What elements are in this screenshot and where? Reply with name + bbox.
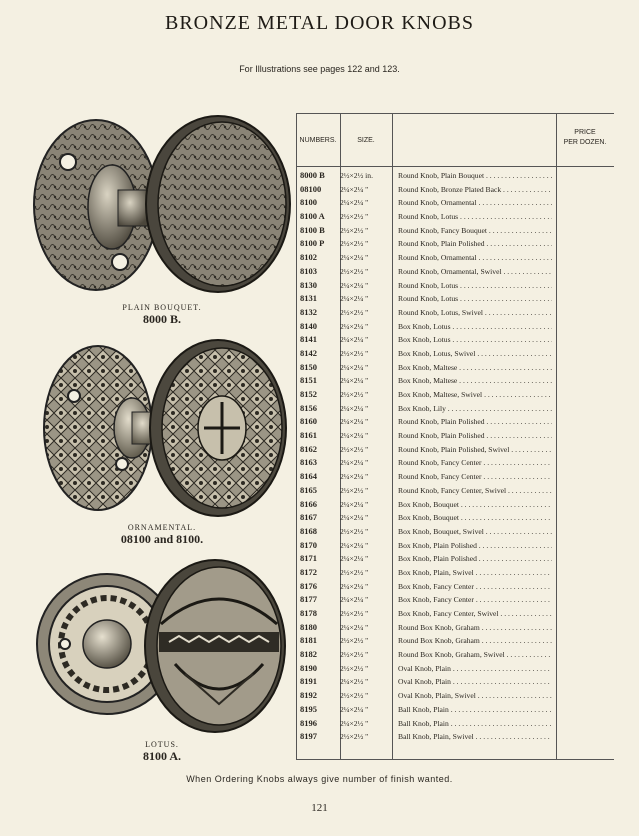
page-title: BRONZE METAL DOOR KNOBS (165, 12, 474, 34)
description-cell: Box Knob, Fancy Center . . . (398, 593, 552, 607)
description-cell: Round Knob, Lotus . . . (398, 279, 552, 293)
table-row (296, 648, 614, 662)
table-row (296, 361, 614, 375)
item-number-cell: 8152 (300, 389, 317, 399)
table-row (296, 552, 614, 566)
item-number-cell: 8180 (300, 621, 317, 632)
table-row (296, 265, 614, 279)
size-cell: 2½×2½ in. (340, 171, 373, 180)
table-row (296, 402, 614, 416)
table-row (296, 374, 614, 388)
description-cell: Round Box Knob, Graham . . . (398, 621, 552, 635)
description-cell: Box Knob, Plain Polished . . . (398, 552, 552, 566)
description-cell: Round Knob, Fancy Center . . . (398, 470, 552, 484)
size-cell: 2¼×2½ " (340, 718, 369, 728)
table-row (296, 224, 614, 238)
size-cell: 2½×2½ " (340, 390, 369, 399)
table-row (296, 210, 614, 224)
item-number-cell: 8162 (300, 443, 317, 454)
item-number-cell: 8172 (300, 566, 317, 577)
description-cell: Ball Knob, Plain . . . (398, 703, 552, 717)
size-cell: 2½×2½ " (340, 691, 369, 701)
table-row (296, 443, 614, 457)
size-cell: 2½×2½ " (340, 307, 369, 317)
item-number-cell: 8000 B (300, 170, 325, 180)
column-header-numbers: NUMBERS. (299, 137, 337, 144)
table-row (296, 675, 614, 689)
description-cell: Round Knob, Fancy Center . . . (398, 456, 552, 470)
size-cell: 2½×2½ " (340, 225, 369, 235)
table-row (296, 183, 614, 197)
description-cell: Round Knob, Fancy Center, Swivel . . . (398, 484, 552, 498)
description-cell: Round Knob, Plain Polished . . . (398, 237, 552, 251)
size-cell: 2½×2½ " (340, 444, 369, 454)
description-cell: Box Knob, Bouquet . . . (398, 511, 552, 525)
item-number-cell: 8164 (300, 471, 317, 482)
item-number-cell: 8190 (300, 662, 317, 673)
description-cell: Round Knob, Fancy Bouquet . . . (398, 224, 552, 238)
size-cell: 2¼×2¼ " (340, 554, 369, 564)
caption-label: LOTUS. (145, 740, 179, 749)
table-row (296, 306, 614, 320)
size-cell: 2¼×2¼ " (340, 704, 369, 714)
item-number-cell: 8141 (300, 334, 317, 345)
size-cell: 2¼×2¼ " (340, 472, 369, 482)
item-number-cell: 8151 (300, 375, 317, 386)
table-row (296, 292, 614, 306)
description-cell: Box Knob, Lily . . . (398, 402, 552, 416)
size-cell: 2¼×2¼ " (340, 540, 369, 550)
description-cell: Box Knob, Maltese . . . (398, 374, 552, 388)
column-header-price (556, 128, 614, 148)
item-number-cell: 8100 B (300, 224, 325, 235)
table-row (296, 634, 614, 648)
item-number-cell: 8161 (300, 430, 317, 441)
description-cell: Ball Knob, Plain . . . (398, 717, 552, 731)
size-cell: 2¼×2¼ " (340, 321, 369, 331)
table-row (296, 169, 614, 183)
item-number-cell: 8165 (300, 484, 317, 495)
size-cell: 2½×2½ " (340, 732, 369, 742)
figure-caption-plain-bouquet (62, 303, 262, 327)
caption-number: 8100 A. (142, 749, 181, 763)
item-number-cell: 08100 (300, 183, 322, 194)
description-cell: Box Knob, Fancy Center, Swivel . . . (398, 607, 552, 621)
table-row (296, 279, 614, 293)
item-number-cell: 8170 (300, 539, 317, 550)
size-cell: 2½×2½ " (340, 212, 369, 222)
item-number-cell: 8132 (300, 306, 317, 317)
item-number-cell: 8181 (300, 635, 317, 646)
table-row (296, 456, 614, 470)
table-row (296, 607, 614, 621)
description-cell: Round Knob, Plain Polished . . . (398, 429, 552, 443)
table-row (296, 347, 614, 361)
size-cell: 2¼×2¼ " (340, 335, 369, 345)
size-cell: 2¼×2¼ " (340, 595, 369, 605)
description-cell: Round Knob, Plain Polished . . . (398, 415, 552, 429)
table-row (296, 730, 614, 744)
size-cell: 2½×2½ " (340, 650, 369, 660)
item-number-cell: 8178 (300, 608, 317, 618)
item-number-cell: 8131 (300, 293, 317, 304)
description-cell: Box Knob, Bouquet, Swivel . . . (398, 525, 552, 539)
size-cell: 2½×2½ " (340, 348, 369, 358)
description-cell: Box Knob, Maltese . . . (398, 361, 552, 375)
table-row (296, 429, 614, 443)
table-row (296, 511, 614, 525)
caption-number: 8000 B. (142, 312, 181, 326)
description-cell: Round Knob, Lotus . . . (398, 210, 552, 224)
table-row (296, 251, 614, 265)
description-cell: Round Knob, Ornamental . . . (398, 196, 552, 210)
ornamental-knob-illustration (40, 336, 290, 526)
size-cell: 2¼×2¼ " (340, 581, 369, 591)
description-cell: Round Box Knob, Graham . . . (398, 634, 552, 648)
description-cell: Round Knob, Plain Polished, Swivel . . . (398, 443, 552, 457)
table-row (296, 388, 614, 402)
description-cell: Oval Knob, Plain . . . (398, 662, 552, 676)
table-row (296, 703, 614, 717)
table-row (296, 333, 614, 347)
item-number-cell: 8156 (300, 402, 317, 413)
table-row (296, 484, 614, 498)
table-row (296, 621, 614, 635)
description-cell: Round Knob, Bronze Plated Back . . . (398, 183, 552, 197)
description-cell: Box Knob, Fancy Center . . . (398, 580, 552, 594)
size-cell: 2½×2½ " (340, 567, 369, 577)
item-number-cell: 8168 (300, 525, 317, 536)
item-number-cell: 8150 (300, 361, 317, 372)
item-number-cell: 8177 (300, 594, 317, 605)
size-cell: 2¼×2½ " (340, 677, 369, 687)
column-header-size: SIZE. (357, 137, 375, 144)
item-number-cell: 8171 (300, 553, 317, 564)
description-cell: Ball Knob, Plain, Swivel . . . (398, 730, 552, 744)
caption-label: PLAIN BOUQUET. (122, 303, 202, 312)
table-row (296, 539, 614, 553)
size-cell: 2½×2½ " (340, 663, 369, 673)
item-number-cell: 8196 (300, 717, 317, 728)
item-number-cell: 8176 (300, 580, 317, 591)
size-cell: 2¼×2¼ " (340, 417, 369, 427)
size-cell: 2¼×2¼ " (340, 362, 369, 372)
table-row (296, 237, 614, 251)
item-number-cell: 8130 (300, 279, 317, 290)
size-cell: 2¼×2¼ " (340, 622, 369, 632)
ordering-note: When Ordering Knobs always give number of finish wanted. (186, 774, 453, 784)
size-cell: 2½×2½ " (340, 239, 369, 249)
header-divider (296, 166, 614, 167)
size-cell: 2¼×2¼ " (340, 280, 369, 290)
description-cell: Round Box Knob, Graham, Swivel . . . (398, 648, 552, 662)
size-cell: 2¼×2¼ " (340, 184, 369, 194)
table-row (296, 662, 614, 676)
table-row (296, 525, 614, 539)
size-cell: 2½×2½ " (340, 526, 369, 536)
size-cell: 2¼×2¼ " (340, 253, 369, 263)
description-cell: Round Knob, Ornamental . . . (398, 251, 552, 265)
description-cell: Box Knob, Plain, Swivel . . . (398, 566, 552, 580)
item-number-cell: 8166 (300, 498, 317, 509)
size-cell: 2½×2½ " (340, 609, 369, 618)
item-number-cell: 8163 (300, 457, 317, 468)
size-cell: 2¼×2¼ " (340, 499, 369, 509)
table-body (296, 169, 614, 744)
item-number-cell: 8160 (300, 416, 317, 427)
description-cell: Box Knob, Lotus . . . (398, 320, 552, 334)
item-number-cell: 8100 (300, 197, 317, 208)
size-cell: 2¼×2¼ " (340, 376, 369, 386)
table-row (296, 320, 614, 334)
caption-number: 08100 and 8100. (120, 532, 204, 546)
size-cell: 2¼×2¼ " (340, 403, 369, 413)
size-cell: 2½×2½ " (340, 636, 369, 646)
item-number-cell: 8103 (300, 265, 317, 276)
illustration-reference: For Illustrations see pages 122 and 123. (239, 64, 400, 74)
description-cell: Box Knob, Maltese, Swivel . . . (398, 388, 552, 402)
description-cell: Round Knob, Lotus, Swivel . . . (398, 306, 552, 320)
lotus-knob-illustration (35, 554, 290, 740)
size-cell: 2¼×2¼ " (340, 294, 369, 304)
figure-caption-lotus (62, 740, 262, 764)
price-header-line-2: PER DOZEN. (563, 139, 607, 146)
description-cell: Round Knob, Ornamental, Swivel . . . (398, 265, 552, 279)
size-cell: 2¼×2¼ " (340, 513, 369, 523)
size-cell: 2½×2½ " (340, 485, 369, 495)
plain-bouquet-knob-illustration (30, 112, 292, 302)
description-cell: Box Knob, Lotus . . . (398, 333, 552, 347)
size-cell: 2¼×2¼ " (340, 458, 369, 468)
table-row (296, 566, 614, 580)
description-cell: Round Knob, Plain Bouquet . . . (398, 169, 552, 183)
price-header-line-1: PRICE (574, 129, 596, 136)
table-row (296, 593, 614, 607)
table-row (296, 498, 614, 512)
item-number-cell: 8195 (300, 703, 317, 714)
description-cell: Oval Knob, Plain . . . (398, 675, 552, 689)
figure-caption-ornamental (62, 523, 262, 547)
item-number-cell: 8197 (300, 731, 317, 742)
item-number-cell: 8142 (300, 347, 317, 358)
item-number-cell: 8100 A (300, 211, 325, 222)
description-cell: Box Knob, Lotus, Swivel . . . (398, 347, 552, 361)
table-row (296, 196, 614, 210)
size-cell: 2¼×2¼ " (340, 431, 369, 441)
item-number-cell: 8182 (300, 649, 317, 660)
size-cell: 2¼×2¼ " (340, 198, 369, 208)
table-row (296, 689, 614, 703)
description-cell: Round Knob, Lotus . . . (398, 292, 552, 306)
item-number-cell: 8192 (300, 690, 317, 701)
description-cell: Box Knob, Bouquet . . . (398, 498, 552, 512)
price-table (296, 113, 614, 760)
item-number-cell: 8167 (300, 512, 317, 523)
item-number-cell: 8102 (300, 252, 317, 263)
description-cell: Box Knob, Plain Polished . . . (398, 539, 552, 553)
page-number: 121 (311, 802, 328, 814)
description-cell: Oval Knob, Plain, Swivel . . . (398, 689, 552, 703)
item-number-cell: 8100 P (300, 238, 325, 249)
item-number-cell: 8140 (300, 320, 317, 331)
table-row (296, 717, 614, 731)
size-cell: 2½×2½ " (340, 266, 369, 276)
item-number-cell: 8191 (300, 676, 317, 687)
caption-label: ORNAMENTAL. (127, 523, 197, 532)
table-row (296, 470, 614, 484)
table-row (296, 580, 614, 594)
table-row (296, 415, 614, 429)
